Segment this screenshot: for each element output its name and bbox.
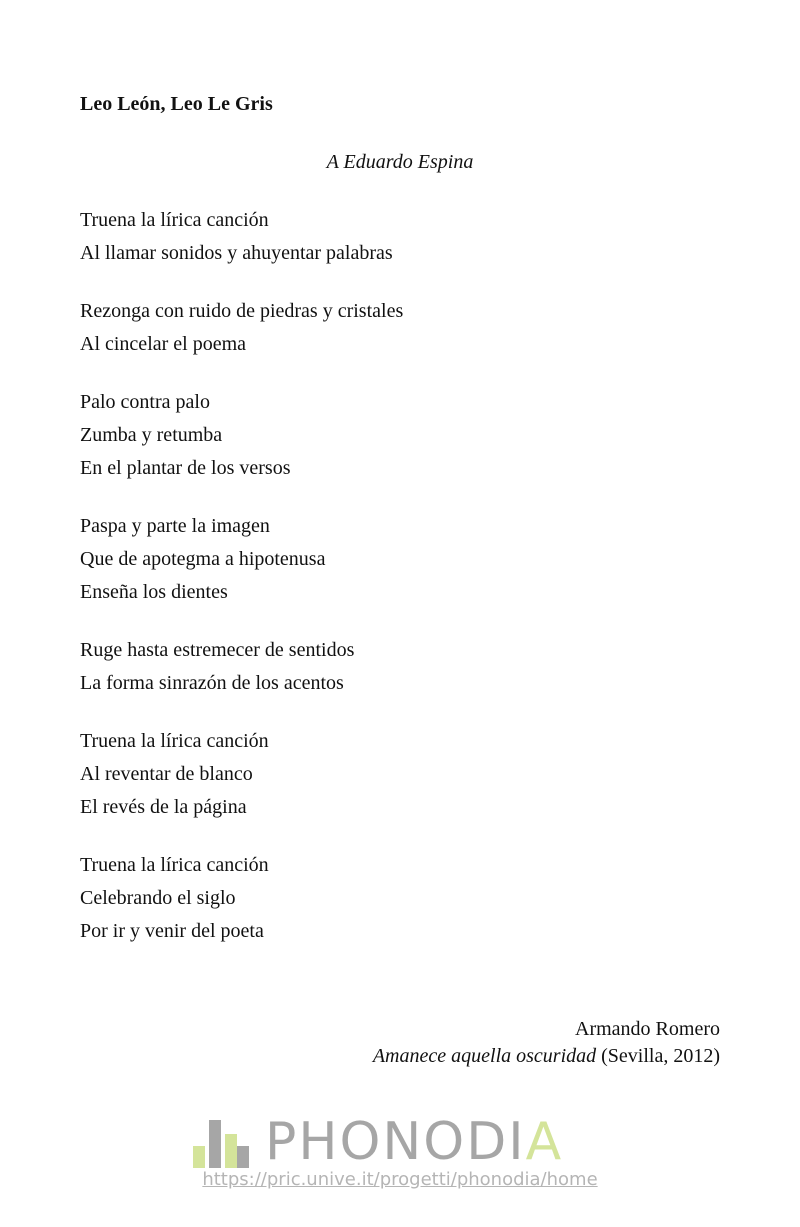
- poem-line: Rezonga con ruido de piedras y cristales: [80, 300, 404, 322]
- poem-title: Leo León, Leo Le Gris: [80, 93, 273, 115]
- bar-chart-logo-icon: [193, 1116, 249, 1168]
- poem-line: Palo contra palo: [80, 391, 210, 413]
- book-title: Amanece aquella oscuridad: [372, 1045, 597, 1067]
- stanza: [80, 204, 720, 270]
- poem-line: El revés de la página: [80, 796, 247, 818]
- poem-line: Zumba y retumba: [80, 424, 223, 446]
- stanza: [80, 634, 720, 700]
- stanza: [80, 849, 720, 948]
- logo-wordmark: [265, 1112, 563, 1172]
- poem-line: Paspa y parte la imagen: [80, 515, 270, 537]
- stanza: [80, 510, 720, 609]
- poem-line: Ruge hasta estremecer de sentidos: [80, 639, 355, 661]
- poem-body: [80, 204, 720, 973]
- poem-line: Al llamar sonidos y ahuyentar palabras: [80, 242, 393, 264]
- stanza: [80, 295, 720, 361]
- poem-line: La forma sinrazón de los acentos: [80, 672, 344, 694]
- logo-wordmark-accent: A: [525, 1112, 564, 1172]
- source-line: [373, 1043, 720, 1070]
- author-name: Armando Romero: [575, 1018, 720, 1040]
- publication-info: (Sevilla, 2012): [596, 1045, 720, 1067]
- poem-line: Truena la lírica canción: [80, 730, 269, 752]
- poem-line: Truena la lírica canción: [80, 854, 269, 876]
- poem-line: Celebrando el siglo: [80, 887, 236, 909]
- poem-dedication: A Eduardo Espina: [326, 151, 474, 173]
- stanza: [80, 725, 720, 824]
- poem-line: Al reventar de blanco: [80, 763, 253, 785]
- poem-line: Al cincelar el poema: [80, 333, 247, 355]
- phonodia-url-link[interactable]: https://pric.unive.it/progetti/phonodia/home: [202, 1169, 598, 1190]
- logo-wordmark-main: PHONODI: [265, 1112, 526, 1172]
- poem-line: Que de apotegma a hipotenusa: [80, 548, 326, 570]
- attribution: [373, 1016, 720, 1070]
- poem-line: Truena la lírica canción: [80, 209, 269, 231]
- poem-line: Por ir y venir del poeta: [80, 920, 264, 942]
- poem-line: Enseña los dientes: [80, 581, 228, 603]
- stanza: [80, 386, 720, 485]
- poem-line: En el plantar de los versos: [80, 457, 291, 479]
- phonodia-logo: [193, 1112, 613, 1172]
